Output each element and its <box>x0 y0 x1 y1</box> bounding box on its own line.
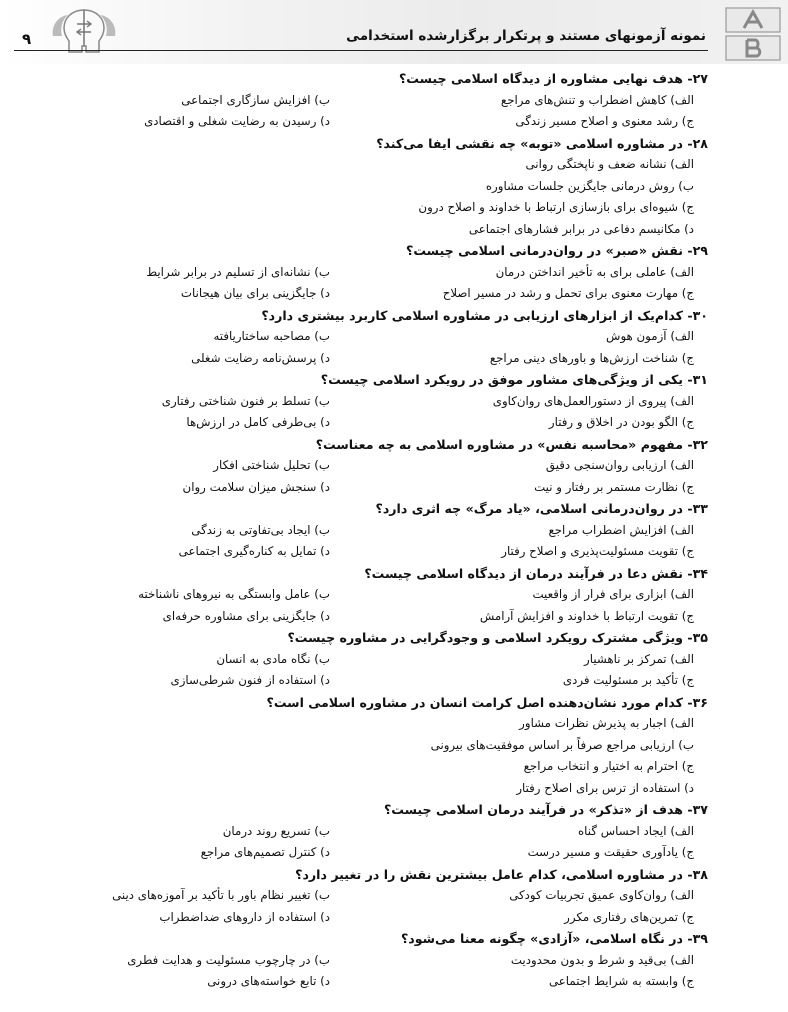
answer-option: د) استفاده از فنون شرطی‌سازی <box>170 673 330 687</box>
question-title: ۳۸- در مشاوره اسلامی، کدام عامل بیشترین نقش را در تغییر دارد؟ <box>295 866 708 882</box>
option-row <box>48 842 708 864</box>
option-row <box>48 950 708 972</box>
option-row <box>48 907 708 929</box>
answer-option: ب) افزایش سازگاری اجتماعی <box>181 92 330 107</box>
question-block <box>48 133 708 241</box>
answer-option: الف) اجبار به پذیرش نظرات مشاور <box>519 716 694 730</box>
answer-option: د) کنترل تصمیم‌های مراجع <box>200 845 330 859</box>
answer-option: ب) عامل وابستگی به نیروهای ناشناخته <box>138 587 330 601</box>
answer-option: ج) تقویت ارتباط با خداوند و افزایش آرامش <box>479 608 694 623</box>
answer-option: ج) نظارت مستمر بر رفتار و نیت <box>534 479 694 494</box>
option-row <box>48 649 708 671</box>
answer-option: الف) پیروی از دستورالعمل‌های روان‌کاوی <box>492 393 694 408</box>
answer-option: الف) آزمون هوش <box>606 329 694 343</box>
question-title: ۳۹- در نگاه اسلامی، «آزادی» چگونه معنا می‌شود؟ <box>401 931 708 946</box>
answer-option: ج) یادآوری حقیقت و مسیر درست <box>527 845 694 859</box>
option-row <box>48 477 708 499</box>
answer-option: ب) مصاحبه ساختاریافته <box>213 329 330 343</box>
page-header-title: نمونه آزمونهای مستند و پرتکرار برگزارشده استخدامی <box>346 28 706 44</box>
option-row <box>48 283 708 305</box>
question-title: ۳۰- کدام‌یک از ابزارهای ارزیابی در مشاوره اسلامی کاربرد بیشتری دارد؟ <box>261 307 708 323</box>
question-block <box>48 369 708 434</box>
page-number: ۹ <box>22 30 32 48</box>
question-title: ۳۶- کدام مورد نشان‌دهنده اصل کرامت انسان در مشاوره اسلامی است؟ <box>266 694 708 710</box>
option-row <box>48 90 708 112</box>
answer-option: ج) شناخت ارزش‌ها و باورهای دینی مراجع <box>489 350 694 365</box>
question-block <box>48 240 708 305</box>
answer-option: د) استفاده از داروهای ضداضطراب <box>159 909 330 924</box>
questions-list <box>48 68 708 993</box>
answer-option: الف) تمرکز بر ناهشیار <box>584 651 694 666</box>
option-row <box>48 455 708 477</box>
answer-option: الف) ارزیابی روان‌سنجی دقیق <box>545 458 694 472</box>
answer-option: د) جایگزینی برای مشاوره حرفه‌ای <box>162 608 330 623</box>
answer-option: ب) تسلط بر فنون شناختی رفتاری <box>161 393 330 408</box>
option-row <box>48 391 708 413</box>
question-block <box>48 692 708 800</box>
option-row <box>48 348 708 370</box>
head-silhouettes-logo-icon <box>48 6 120 60</box>
question-title: ۳۳- در روان‌درمانی اسلامی، «یاد مرگ» چه اثری دارد؟ <box>375 501 708 516</box>
answer-option: الف) عاملی برای به تأخیر انداختن درمان <box>495 264 694 279</box>
answer-option: د) پرسش‌نامه رضایت شغلی <box>191 350 330 365</box>
question-title: ۳۱- یکی از ویژگی‌های مشاور موفق در رویکرد اسلامی چیست؟ <box>320 372 708 387</box>
option-row <box>48 606 708 628</box>
question-block <box>48 498 708 563</box>
answer-option: ج) تأکید بر مسئولیت فردی <box>562 673 694 687</box>
answer-option: د) استفاده از ترس برای اصلاح رفتار <box>516 780 694 795</box>
answer-option: ج) احترام به اختیار و انتخاب مراجع <box>523 759 694 773</box>
answer-option: ب) ایجاد بی‌تفاوتی به زندگی <box>191 522 330 537</box>
answer-option: ج) تمرین‌های رفتاری مکرر <box>564 909 694 924</box>
question-title: ۳۵- ویژگی مشترک رویکرد اسلامی و وجودگرایی در مشاوره چیست؟ <box>287 630 708 645</box>
question-block <box>48 928 708 993</box>
question-block <box>48 305 708 370</box>
answer-option: د) تمایل به کناره‌گیری اجتماعی <box>178 544 330 558</box>
option-row <box>48 326 708 348</box>
answer-option: ب) تسریع روند درمان <box>222 823 330 838</box>
answer-option: الف) نشانه ضعف و ناپختگی روانی <box>525 157 694 171</box>
option-row <box>48 885 708 907</box>
answer-option: الف) افزایش اضطراب مراجع <box>548 522 694 537</box>
option-row <box>48 584 708 606</box>
answer-option: ب) تغییر نظام باور با تأکید بر آموزه‌های دینی <box>112 888 330 902</box>
answer-option: ب) نشانه‌ای از تسلیم در برابر شرایط <box>146 264 330 279</box>
answer-option: ج) رشد معنوی و اصلاح مسیر زندگی <box>515 114 694 128</box>
question-title: ۳۷- هدف از «تذکر» در فرآیند درمان اسلامی چیست؟ <box>383 802 708 817</box>
answer-option: الف) ابزاری برای فرار از واقعیت <box>532 587 694 601</box>
answer-option: د) جایگزینی برای بیان هیجانات <box>180 286 330 300</box>
page-header <box>0 0 788 64</box>
header-divider <box>14 50 708 51</box>
option-row <box>48 412 708 434</box>
option-row <box>48 262 708 284</box>
question-block <box>48 434 708 499</box>
question-block <box>48 68 708 133</box>
answer-option: ج) تقویت مسئولیت‌پذیری و اصلاح رفتار <box>501 544 694 558</box>
answer-option: ب) تحلیل شناختی افکار <box>213 458 330 472</box>
answer-option: ج) الگو بودن در اخلاق و رفتار <box>548 415 694 429</box>
answer-option: ب) در چارچوب مسئولیت و هدایت فطری <box>127 952 330 967</box>
question-block <box>48 799 708 864</box>
answer-option: ب) روش درمانی جایگزین جلسات مشاوره <box>485 178 694 193</box>
question-title: ۲۸- در مشاوره اسلامی «توبه» چه نقشی ایفا می‌کند؟ <box>376 135 708 151</box>
answer-option: ج) شیوه‌ای برای بازسازی ارتباط با خداوند و اصلاح درون <box>418 200 694 214</box>
answer-option: د) مکانیسم دفاعی در برابر فشارهای اجتماعی <box>468 221 694 236</box>
answer-option: د) سنجش میزان سلامت روان <box>182 479 330 494</box>
answer-option: الف) کاهش اضطراب و تنش‌های مراجع <box>500 92 694 107</box>
question-block <box>48 864 708 929</box>
answer-option: ب) نگاه مادی به انسان <box>216 651 330 666</box>
option-row <box>48 821 708 843</box>
answer-option: د) رسیدن به رضایت شغلی و اقتصادی <box>144 114 330 128</box>
answer-option: د) بی‌طرفی کامل در ارزش‌ها <box>186 415 330 429</box>
question-title: ۲۷- هدف نهایی مشاوره از دیدگاه اسلامی چیست؟ <box>398 71 708 86</box>
question-title: ۳۲- مفهوم «محاسبه نفس» در مشاوره اسلامی به چه معناست؟ <box>315 436 708 452</box>
answer-option: الف) بی‌قید و شرط و بدون محدودیت <box>510 952 694 967</box>
question-title: ۲۹- نقش «صبر» در روان‌درمانی اسلامی چیست؟ <box>406 243 708 258</box>
option-row <box>48 971 708 993</box>
question-block <box>48 627 708 692</box>
answer-option: الف) ایجاد احساس گناه <box>578 823 694 838</box>
answer-option: ج) مهارت معنوی برای تحمل و رشد در مسیر اصلاح <box>442 286 694 300</box>
answer-option: ب) ارزیابی مراجع صرفاً بر اساس موفقیت‌های بیرونی <box>430 737 694 752</box>
option-row <box>48 520 708 542</box>
option-row <box>48 541 708 563</box>
answer-option: ج) وابسته به شرایط اجتماعی <box>548 974 694 988</box>
ab-letters-icon <box>720 6 784 62</box>
option-row <box>48 670 708 692</box>
answer-option: د) تابع خواسته‌های درونی <box>207 974 330 988</box>
question-title: ۳۴- نقش دعا در فرآیند درمان از دیدگاه اسلامی چیست؟ <box>364 565 708 581</box>
option-row <box>48 111 708 133</box>
answer-option: الف) روان‌کاوی عمیق تجربیات کودکی <box>509 888 694 902</box>
question-block <box>48 563 708 628</box>
